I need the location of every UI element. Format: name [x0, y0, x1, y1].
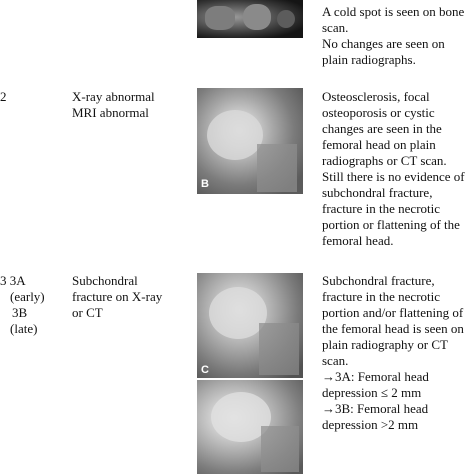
substage-line: (late) — [10, 321, 38, 336]
row2-desc-line: subchondral fracture, — [322, 185, 433, 200]
row2-imaging-line: MRI abnormal — [72, 105, 149, 120]
row2-imaging-line: X-ray abnormal — [72, 89, 155, 104]
row3-desc-line: fracture in the necrotic — [322, 289, 441, 304]
femoral-head-xray-c — [197, 273, 303, 378]
row2-desc-line: Still there is no evidence of — [322, 169, 465, 184]
substage-line: (early) — [10, 289, 45, 304]
row3-imaging — [72, 273, 192, 321]
row3-desc-line: Subchondral fracture, — [322, 273, 435, 288]
row1-desc-line: scan. — [322, 20, 349, 35]
row3-description — [322, 273, 474, 433]
figure-letter-b: B — [201, 178, 209, 190]
stage-3-label: 3 3A — [0, 273, 26, 288]
row3-imaging-line: or CT — [72, 305, 103, 320]
femoral-head-xray-b — [197, 88, 303, 194]
row3-desc-line: →3A: Femoral head — [322, 369, 429, 384]
row3-desc-line: depression ≤ 2 mm — [322, 385, 422, 400]
row2-desc-line: changes are seen in the — [322, 121, 442, 136]
row1-description — [322, 4, 472, 68]
row1-desc-line: plain radiographs. — [322, 52, 416, 67]
substage-line: 3B — [12, 305, 28, 320]
row3-desc-line: →3B: Femoral head — [322, 401, 429, 416]
femoral-head-xray-d — [197, 380, 303, 474]
row1-desc-line: No changes are seen on — [322, 36, 445, 51]
row2-desc-line: fracture in the necrotic — [322, 201, 441, 216]
row2-imaging — [72, 89, 192, 121]
row3-imaging-line: fracture on X-ray — [72, 289, 163, 304]
row2-desc-line: portion or flattening of the — [322, 217, 460, 232]
row2-desc-line: radiographs or CT scan. — [322, 153, 447, 168]
row3-desc-line: the femoral head is seen on — [322, 321, 464, 336]
stage-2-label: 2 — [0, 89, 7, 104]
row3-desc-line: plain radiography or CT scan. — [322, 337, 448, 368]
row3-desc-line: portion and/or flattening of — [322, 305, 464, 320]
stage-3-substages — [10, 289, 60, 337]
figure-letter-c: C — [201, 364, 209, 376]
bone-scan-image — [197, 0, 303, 38]
row3-desc-line: depression >2 mm — [322, 417, 419, 432]
row2-desc-line: osteoporosis or cystic — [322, 105, 435, 120]
row2-desc-line: Osteosclerosis, focal — [322, 89, 430, 104]
row2-desc-line: femoral head on plain — [322, 137, 436, 152]
row1-desc-line: A cold spot is seen on bone — [322, 4, 465, 19]
row3-imaging-line: Subchondral — [72, 273, 138, 288]
row2-description — [322, 89, 472, 249]
row2-desc-line: femoral head. — [322, 233, 394, 248]
